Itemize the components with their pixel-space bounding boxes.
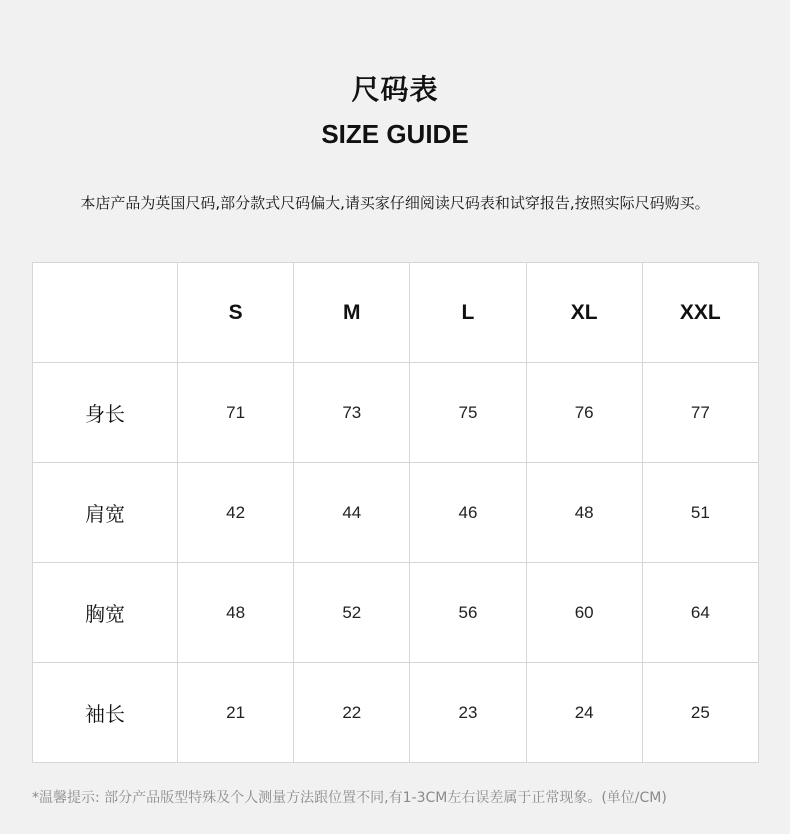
table-cell: 51 xyxy=(642,463,758,563)
intro-text: 本店产品为英国尺码,部分款式尺码偏大,请买家仔细阅读尺码表和试穿报告,按照实际尺码购买。 xyxy=(80,194,710,212)
row-label-shoulder: 肩宽 xyxy=(33,463,178,563)
size-header-row xyxy=(33,263,759,363)
table-cell: 42 xyxy=(178,463,294,563)
table-cell: 71 xyxy=(178,363,294,463)
table-cell: 60 xyxy=(526,563,642,663)
footnote-tip: *温馨提示: 部分产品版型特殊及个人测量方法跟位置不同,有1-3CM左右误差属于正常现象。(单位/CM) xyxy=(32,790,667,806)
size-header-m: M xyxy=(294,263,410,363)
size-header-xl: XL xyxy=(526,263,642,363)
table-cell: 21 xyxy=(178,663,294,763)
table-cell: 48 xyxy=(178,563,294,663)
table-cell: 24 xyxy=(526,663,642,763)
row-label-length: 身长 xyxy=(33,363,178,463)
table-row xyxy=(33,663,759,763)
table-cell: 25 xyxy=(642,663,758,763)
table-cell: 52 xyxy=(294,563,410,663)
table-cell: 46 xyxy=(410,463,526,563)
row-label-chest: 胸宽 xyxy=(33,563,178,663)
table-cell: 23 xyxy=(410,663,526,763)
table-cell: 64 xyxy=(642,563,758,663)
size-header-s: S xyxy=(178,263,294,363)
page-title-en: SIZE GUIDE xyxy=(321,119,469,149)
page-title-cn: 尺码表 xyxy=(351,73,439,106)
table-cell: 22 xyxy=(294,663,410,763)
size-table xyxy=(32,262,759,763)
size-header-l: L xyxy=(410,263,526,363)
size-header-xxl: XXL xyxy=(642,263,758,363)
row-label-sleeve: 袖长 xyxy=(33,663,178,763)
table-row xyxy=(33,463,759,563)
table-cell: 73 xyxy=(294,363,410,463)
table-row xyxy=(33,563,759,663)
table-cell: 56 xyxy=(410,563,526,663)
table-cell: 76 xyxy=(526,363,642,463)
table-cell: 48 xyxy=(526,463,642,563)
table-cell: 77 xyxy=(642,363,758,463)
table-cell: 75 xyxy=(410,363,526,463)
table-cell: 44 xyxy=(294,463,410,563)
corner-cell xyxy=(33,263,178,363)
table-row xyxy=(33,363,759,463)
